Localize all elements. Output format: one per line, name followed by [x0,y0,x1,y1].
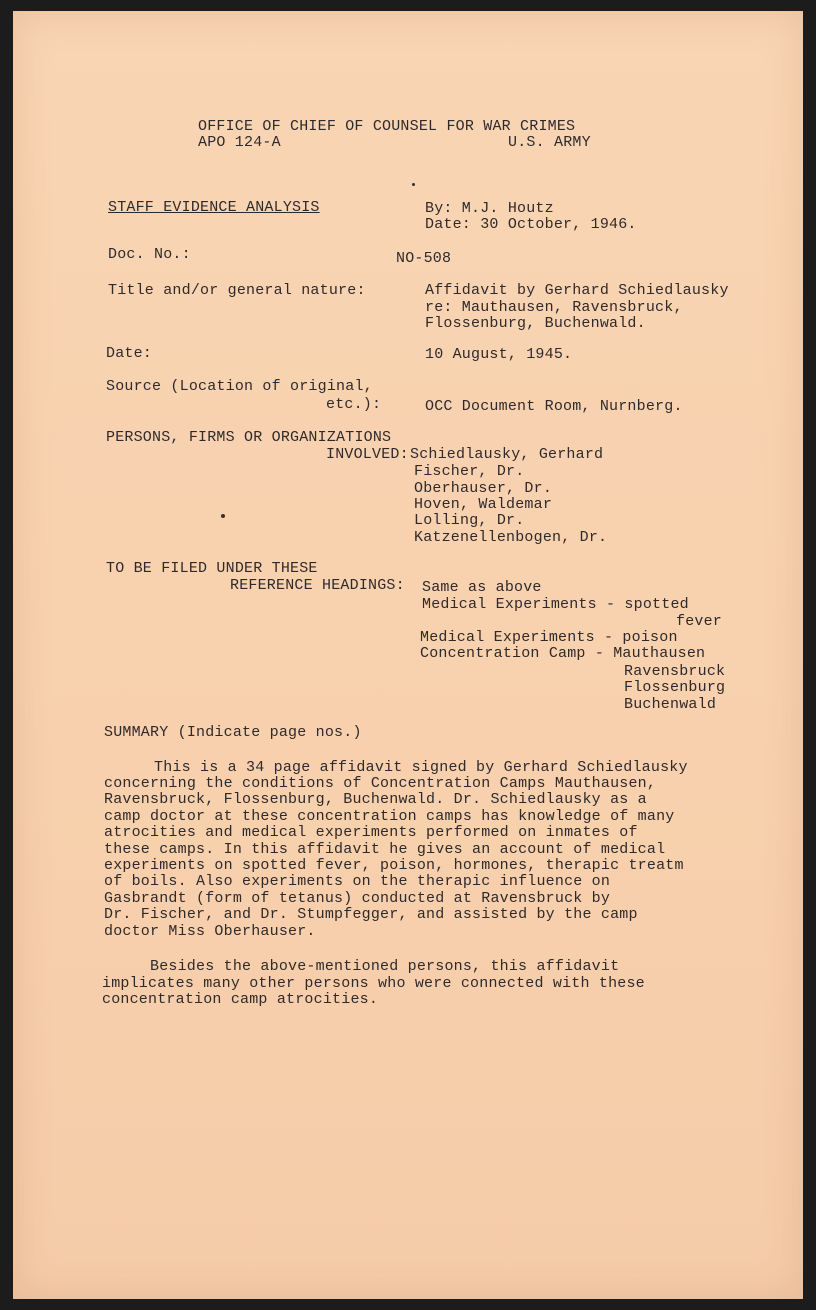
apo-number: APO 124-A [198,134,281,151]
reference-heading: Flossenburg [624,679,726,696]
summary-line: doctor Miss Oberhauser. [104,923,316,940]
reference-heading: fever [676,613,723,630]
doc-no-label: Doc. No.: [108,246,191,263]
source-label-cont: etc.): [326,396,382,413]
analysis-date: Date: 30 October, 1946. [425,216,637,233]
reference-heading: Medical Experiments - spotted [422,596,689,613]
reference-heading: Same as above [422,579,542,596]
analysis-title: STAFF EVIDENCE ANALYSIS [108,199,320,216]
summary-line: Dr. Fischer, and Dr. Stumpfegger, and assisted by the camp [104,906,638,923]
person-name: Hoven, Waldemar [414,496,553,513]
office-heading: OFFICE OF CHIEF OF COUNSEL FOR WAR CRIMES [198,118,576,135]
person-name: Oberhauser, Dr. [414,480,553,497]
persons-label: PERSONS, FIRMS OR ORGANIZATIONS [106,429,392,446]
paper-speck [412,183,415,186]
filed-label: TO BE FILED UNDER THESE [106,560,318,577]
reference-heading: Concentration Camp - Mauthausen [420,645,706,662]
summary-line: of boils. Also experiments on the therapic influence on [104,873,611,890]
summary-line: Besides the above-mentioned persons, this affidavit [150,958,620,975]
summary-line: atrocities and medical experiments performed on inmates of [104,824,638,841]
summary-line: Gasbrandt (form of tetanus) conducted at Ravensbruck by [104,890,611,907]
summary-line: concerning the conditions of Concentration Camps Mauthausen, [104,775,657,792]
source-value: OCC Document Room, Nurnberg. [425,398,683,415]
summary-line: camp doctor at these concentration camps has knowledge of many [104,808,675,825]
source-label: Source (Location of original, [106,378,373,395]
summary-line: concentration camp atrocities. [102,991,379,1008]
summary-label: SUMMARY (Indicate page nos.) [104,724,362,741]
army-label: U.S. ARMY [508,134,591,151]
persons-label-cont: INVOLVED: [326,446,409,463]
date-label: Date: [106,345,153,362]
reference-heading: Medical Experiments - poison [420,629,678,646]
title-value-line: Flossenburg, Buchenwald. [425,315,646,332]
title-value-line: re: Mauthausen, Ravensbruck, [425,299,683,316]
person-name: Schiedlausky, Gerhard [410,446,604,463]
summary-line: This is a 34 page affidavit signed by Gerhard Schiedlausky [154,759,688,776]
paper-speck [221,514,225,518]
person-name: Katzenellenbogen, Dr. [414,529,608,546]
summary-line: Ravensbruck, Flossenburg, Buchenwald. Dr. Schiedlausky as a [104,791,647,808]
filed-label-cont: REFERENCE HEADINGS: [230,577,405,594]
summary-line: experiments on spotted fever, poison, hormones, therapic treatm [104,857,684,874]
analyst-name: By: M.J. Houtz [425,200,554,217]
title-label: Title and/or general nature: [108,282,366,299]
reference-heading: Ravensbruck [624,663,726,680]
summary-line: implicates many other persons who were connected with these [102,975,645,992]
summary-line: these camps. In this affidavit he gives an account of medical [104,841,666,858]
date-value: 10 August, 1945. [425,346,573,363]
doc-no-value: NO-508 [396,250,452,267]
person-name: Lolling, Dr. [414,512,525,529]
title-value-line: Affidavit by Gerhard Schiedlausky [425,282,729,299]
person-name: Fischer, Dr. [414,463,525,480]
reference-heading: Buchenwald [624,696,717,713]
